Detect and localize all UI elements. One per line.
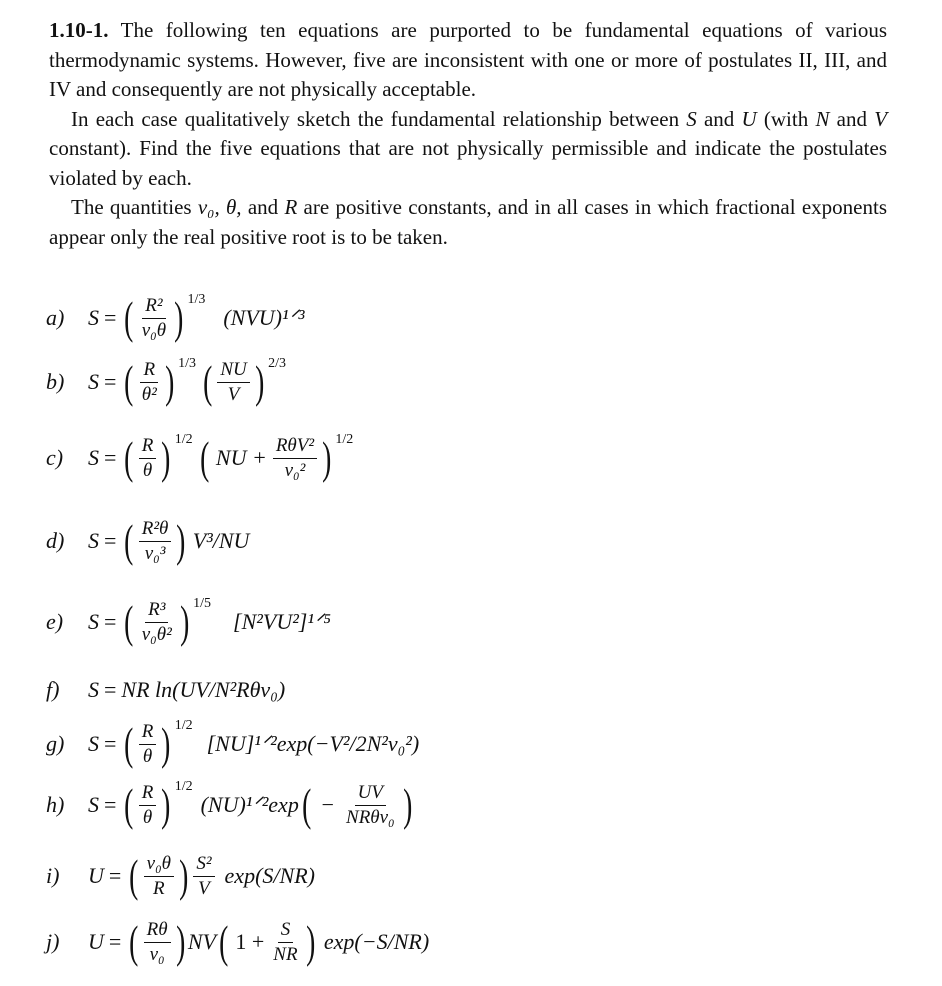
paren-group: ( $\frac{\text{v₀θ}}{R}$ ) bbox=[129, 850, 189, 901]
expression: NR ln(UV/N²Rθv₀) bbox=[121, 677, 286, 702]
equals-sign: = bbox=[108, 929, 122, 954]
equals-sign: = bbox=[104, 528, 117, 553]
equation-lhs: S bbox=[88, 445, 99, 470]
equation-c bbox=[46, 428, 357, 488]
denominator: θ² bbox=[141, 383, 157, 405]
denominator: NR bbox=[273, 943, 298, 965]
exponent: 1/2 bbox=[174, 718, 193, 733]
denominator: R bbox=[153, 877, 165, 899]
denominator: θ bbox=[142, 806, 153, 828]
minus-sign: − bbox=[320, 792, 336, 817]
equation-b bbox=[46, 352, 290, 412]
numerator: v₀θ bbox=[144, 853, 174, 877]
expression: 1 + bbox=[235, 929, 265, 954]
equation-d bbox=[46, 511, 249, 571]
p2-text-b: and bbox=[696, 106, 742, 131]
equals-sign: = bbox=[104, 445, 117, 470]
equals-sign: = bbox=[104, 305, 117, 330]
exponent: 1/3 bbox=[187, 292, 206, 307]
equation-lhs: S bbox=[88, 792, 99, 817]
fraction bbox=[273, 435, 317, 482]
expression: [NU]¹ᐟ²exp(−V²/2N²v₀²) bbox=[206, 731, 420, 756]
exponent: 1/3 bbox=[178, 356, 196, 371]
numerator: Rθ bbox=[144, 919, 171, 943]
fraction bbox=[139, 518, 172, 565]
equals-sign: = bbox=[104, 731, 117, 756]
equation-h bbox=[46, 775, 415, 835]
expression: NV bbox=[187, 929, 217, 954]
paren-group: ( $\frac{R}{\text{θ²}}$ ) bbox=[124, 356, 175, 407]
exponent: 1/5 bbox=[193, 596, 212, 611]
equation-lhs: S bbox=[88, 369, 99, 394]
equals-sign: = bbox=[104, 609, 117, 634]
fraction bbox=[343, 782, 398, 829]
fraction bbox=[270, 919, 300, 966]
fraction bbox=[144, 853, 174, 900]
denominator: V bbox=[198, 877, 210, 899]
equation-label: c) bbox=[46, 445, 64, 470]
fraction bbox=[139, 435, 157, 482]
exponent: 1/2 bbox=[174, 779, 193, 794]
paren-group: ( $\frac{R}{\theta}$ ) bbox=[124, 432, 171, 483]
paren-group: ( 1 + $\frac{S}{NR}$ ) bbox=[219, 916, 315, 967]
numerator: R³ bbox=[145, 599, 168, 623]
numerator: R²θ bbox=[139, 518, 172, 542]
p2-text-e: constant). Find the five equations that are not physically permissible and indicate the postulates violated by each. bbox=[49, 136, 887, 190]
p3-text-b: and bbox=[241, 195, 285, 219]
equation-lhs: U bbox=[88, 929, 104, 954]
paren-group: ( $\frac{R}{\theta}$ ) bbox=[124, 718, 171, 769]
exponent: 1/2 bbox=[174, 432, 193, 447]
numerator: R bbox=[140, 359, 158, 383]
equation-lhs: S bbox=[88, 528, 99, 553]
denominator: V bbox=[227, 383, 240, 405]
p2-var-v: V bbox=[874, 106, 888, 131]
equation-lhs: S bbox=[88, 731, 99, 756]
exponent: 2/3 bbox=[268, 356, 286, 371]
denominator: v₀θ² bbox=[141, 623, 172, 645]
equation-e bbox=[46, 592, 331, 652]
p2-var-u: U bbox=[741, 106, 757, 131]
fraction bbox=[139, 359, 160, 406]
p3-text-c: are positive constants, and in all cases in which fractional exponents appear only the real positive root is to be taken. bbox=[49, 195, 887, 249]
expression: (NU)¹ᐟ²exp bbox=[200, 792, 299, 817]
expression: NU + bbox=[215, 445, 267, 470]
numerator: S² bbox=[193, 853, 214, 877]
equation-label: g) bbox=[46, 731, 65, 756]
p2-text-d: and bbox=[829, 106, 875, 131]
paren-group: ( $\frac{\text{R²θ}}{\text{v₀³}}$ ) bbox=[124, 515, 186, 566]
equation-f bbox=[46, 660, 285, 720]
equation-j bbox=[46, 912, 429, 972]
p3-var-r: R bbox=[284, 195, 298, 219]
denominator: v₀³ bbox=[144, 542, 166, 564]
paren-group: ( $\frac{R}{\theta}$ ) bbox=[124, 779, 171, 830]
fraction bbox=[144, 919, 171, 966]
paren-group: ( $\frac{\text{R²}}{\text{v₀θ}}$ ) bbox=[124, 292, 184, 343]
expression: V³/NU bbox=[192, 528, 250, 553]
equation-label: e) bbox=[46, 609, 64, 634]
fraction bbox=[139, 782, 157, 829]
equation-label: h) bbox=[46, 792, 65, 817]
equation-a bbox=[46, 288, 305, 348]
equals-sign: = bbox=[104, 677, 117, 702]
equation-label: b) bbox=[46, 369, 65, 394]
expression: exp(S/NR) bbox=[224, 863, 315, 888]
numerator: UV bbox=[355, 782, 386, 806]
paren-group: ( NU + $\frac{\text{RθV²}}{\text{v₀²}}$ ) bbox=[199, 432, 332, 483]
equation-lhs: U bbox=[88, 863, 104, 888]
denominator: NRθv₀ bbox=[346, 806, 395, 828]
equation-lhs: S bbox=[88, 609, 99, 634]
numerator: R bbox=[139, 435, 157, 459]
p2-var-n: N bbox=[815, 106, 830, 131]
p3-text-a: The quantities bbox=[71, 195, 198, 219]
denominator: v₀² bbox=[284, 459, 306, 481]
equals-sign: = bbox=[104, 792, 117, 817]
expression: exp(−S/NR) bbox=[323, 929, 430, 954]
numerator: S bbox=[278, 919, 294, 943]
expression: [N²VU²]¹ᐟ⁵ bbox=[233, 609, 331, 634]
equation-label: f) bbox=[46, 677, 60, 702]
p3-vars: v₀, θ, bbox=[197, 195, 242, 219]
fraction bbox=[139, 599, 175, 646]
p2-var-s: S bbox=[686, 106, 697, 131]
equals-sign: = bbox=[108, 863, 122, 888]
equation-label: i) bbox=[46, 863, 60, 888]
denominator: v₀θ bbox=[141, 319, 167, 341]
p2-text-c: (with bbox=[756, 106, 816, 131]
paren-group: ( $\frac{\text{R³}}{\text{v₀θ²}}$ ) bbox=[124, 596, 190, 647]
equation-label: d) bbox=[46, 528, 65, 553]
numerator: NU bbox=[217, 359, 249, 383]
paren-group: ( $\frac{NU}{V}$ ) bbox=[203, 356, 264, 407]
problem-number: 1.10-1. bbox=[49, 18, 109, 42]
denominator: θ bbox=[142, 745, 153, 767]
denominator: θ bbox=[142, 459, 153, 481]
denominator: v₀ bbox=[149, 943, 165, 965]
equation-i bbox=[46, 846, 315, 906]
equation-g bbox=[46, 714, 419, 774]
fraction bbox=[139, 721, 157, 768]
equation-label: a) bbox=[46, 305, 65, 330]
p2-text-a: In each case qualitatively sketch the fundamental relationship between bbox=[71, 106, 687, 131]
numerator: RθV² bbox=[273, 435, 317, 459]
exponent: 1/2 bbox=[335, 432, 354, 447]
fraction bbox=[139, 295, 169, 342]
equation-lhs: S bbox=[88, 305, 99, 330]
equation-label: j) bbox=[46, 929, 60, 954]
paragraph-1-text: The following ten equations are purported to be fundamental equations of various thermodynamic systems. However, five are inconsistent with one or more of postulates II, III, and IV and consequently are not physically acceptable. bbox=[49, 18, 887, 101]
fraction bbox=[193, 853, 214, 900]
paren-group: ( $\frac{R\theta}{\text{v₀}}$ ) bbox=[129, 916, 185, 967]
equation-lhs: S bbox=[88, 677, 99, 702]
fraction bbox=[217, 359, 249, 406]
numerator: R bbox=[139, 782, 157, 806]
numerator: R bbox=[139, 721, 157, 745]
equals-sign: = bbox=[104, 369, 117, 394]
paren-group: ( − $\frac{UV}{\text{NRθv₀}}$ ) bbox=[301, 779, 412, 830]
numerator: R² bbox=[142, 295, 165, 319]
expression: (NVU)¹ᐟ³ bbox=[223, 305, 305, 330]
